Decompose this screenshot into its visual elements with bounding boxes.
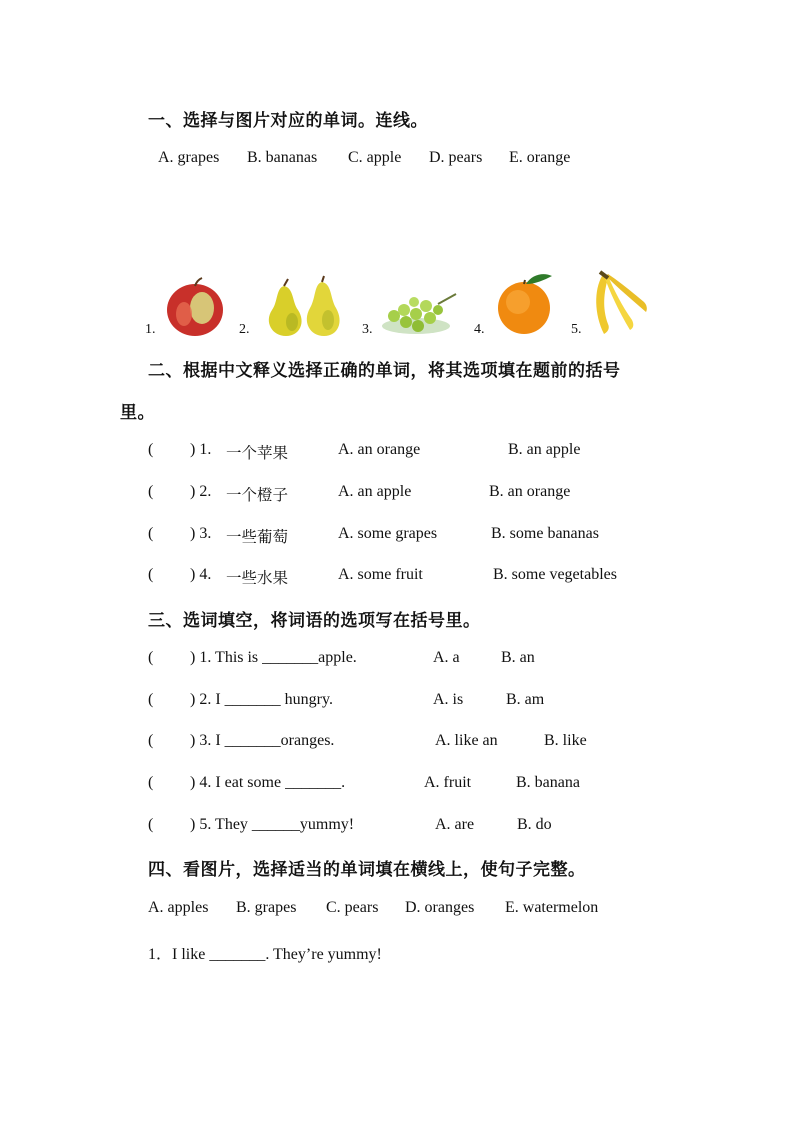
section1-option-e: E. orange bbox=[509, 149, 571, 166]
s3-q2-option-b: B. am bbox=[506, 691, 545, 708]
s3-q2-sentence: ) 2. I _______ hungry. bbox=[190, 691, 333, 708]
s2-q3-number: ) 3. bbox=[190, 525, 212, 542]
section4-option-e: E. watermelon bbox=[505, 899, 599, 916]
section1-option-c: C. apple bbox=[348, 149, 402, 166]
pears-icon bbox=[262, 276, 348, 338]
s2-q2-paren: ( bbox=[148, 483, 154, 500]
section1-option-d: D. pears bbox=[429, 149, 483, 166]
section2-heading-line1: 二、根据中文释义选择正确的单词，将其选项填在题前的括号 bbox=[148, 361, 621, 381]
s2-q3-paren: ( bbox=[148, 525, 154, 542]
s2-q1-chinese: 一个苹果 bbox=[226, 444, 289, 462]
s3-q4-option-b: B. banana bbox=[516, 774, 580, 791]
s2-q4-paren: ( bbox=[148, 566, 154, 583]
s3-q3-paren: ( bbox=[148, 732, 154, 749]
section4-option-a: A. apples bbox=[148, 899, 209, 916]
s3-q1-sentence: ) 1. This is _______apple. bbox=[190, 649, 357, 666]
s2-q2-number: ) 2. bbox=[190, 483, 212, 500]
s2-q1-option-a: A. an orange bbox=[338, 441, 421, 458]
s2-q2-option-b: B. an orange bbox=[489, 483, 571, 500]
section4-option-b: B. grapes bbox=[236, 899, 297, 916]
s2-q1-paren: ( bbox=[148, 441, 154, 458]
section4-sentence-1: 1．I like _______. They’re yummy! bbox=[148, 946, 382, 963]
section3-heading: 三、选词填空，将词语的选项写在括号里。 bbox=[148, 611, 481, 631]
section1-option-a: A. grapes bbox=[158, 149, 220, 166]
section4-option-d: D. oranges bbox=[405, 899, 475, 916]
s2-q3-chinese: 一些葡萄 bbox=[226, 528, 289, 546]
s3-q3-option-a: A. like an bbox=[435, 732, 498, 749]
apple-icon bbox=[162, 276, 228, 338]
s3-q2-option-a: A. is bbox=[433, 691, 464, 708]
s3-q5-option-a: A. are bbox=[435, 816, 475, 833]
picture-number-3: 3. bbox=[362, 322, 373, 337]
s3-q4-option-a: A. fruit bbox=[424, 774, 472, 791]
s2-q3-option-b: B. some bananas bbox=[491, 525, 599, 542]
s3-q1-option-b: B. an bbox=[501, 649, 535, 666]
s3-q5-paren: ( bbox=[148, 816, 154, 833]
section1-heading: 一、选择与图片对应的单词。连线。 bbox=[148, 111, 428, 131]
s2-q4-option-a: A. some fruit bbox=[338, 566, 423, 583]
orange-icon bbox=[494, 272, 556, 336]
picture-number-2: 2. bbox=[239, 322, 250, 337]
picture-number-5: 5. bbox=[571, 322, 582, 337]
s2-q4-option-b: B. some vegetables bbox=[493, 566, 617, 583]
picture-number-1: 1. bbox=[145, 322, 156, 337]
s2-q2-chinese: 一个橙子 bbox=[226, 486, 289, 504]
s2-q4-number: ) 4. bbox=[190, 566, 212, 583]
s2-q3-option-a: A. some grapes bbox=[338, 525, 438, 542]
section4-option-c: C. pears bbox=[326, 899, 379, 916]
s3-q3-option-b: B. like bbox=[544, 732, 587, 749]
picture-number-4: 4. bbox=[474, 322, 485, 337]
s3-q5-option-b: B. do bbox=[517, 816, 552, 833]
section1-option-b: B. bananas bbox=[247, 149, 318, 166]
s2-q1-option-b: B. an apple bbox=[508, 441, 581, 458]
s2-q2-option-a: A. an apple bbox=[338, 483, 412, 500]
section4-heading: 四、看图片，选择适当的单词填在横线上，使句子完整。 bbox=[148, 860, 586, 880]
s2-q1-number: ) 1. bbox=[190, 441, 212, 458]
s3-q1-option-a: A. a bbox=[433, 649, 460, 666]
s3-q4-sentence: ) 4. I eat some _______. bbox=[190, 774, 346, 791]
s3-q1-paren: ( bbox=[148, 649, 154, 666]
s3-q3-sentence: ) 3. I _______oranges. bbox=[190, 732, 335, 749]
section2-heading-line2: 里。 bbox=[120, 403, 155, 423]
bananas-icon bbox=[588, 270, 650, 338]
s3-q4-paren: ( bbox=[148, 774, 154, 791]
s2-q4-chinese: 一些水果 bbox=[226, 569, 289, 587]
s3-q2-paren: ( bbox=[148, 691, 154, 708]
grapes-icon bbox=[380, 286, 460, 336]
s3-q5-sentence: ) 5. They ______yummy! bbox=[190, 816, 355, 833]
